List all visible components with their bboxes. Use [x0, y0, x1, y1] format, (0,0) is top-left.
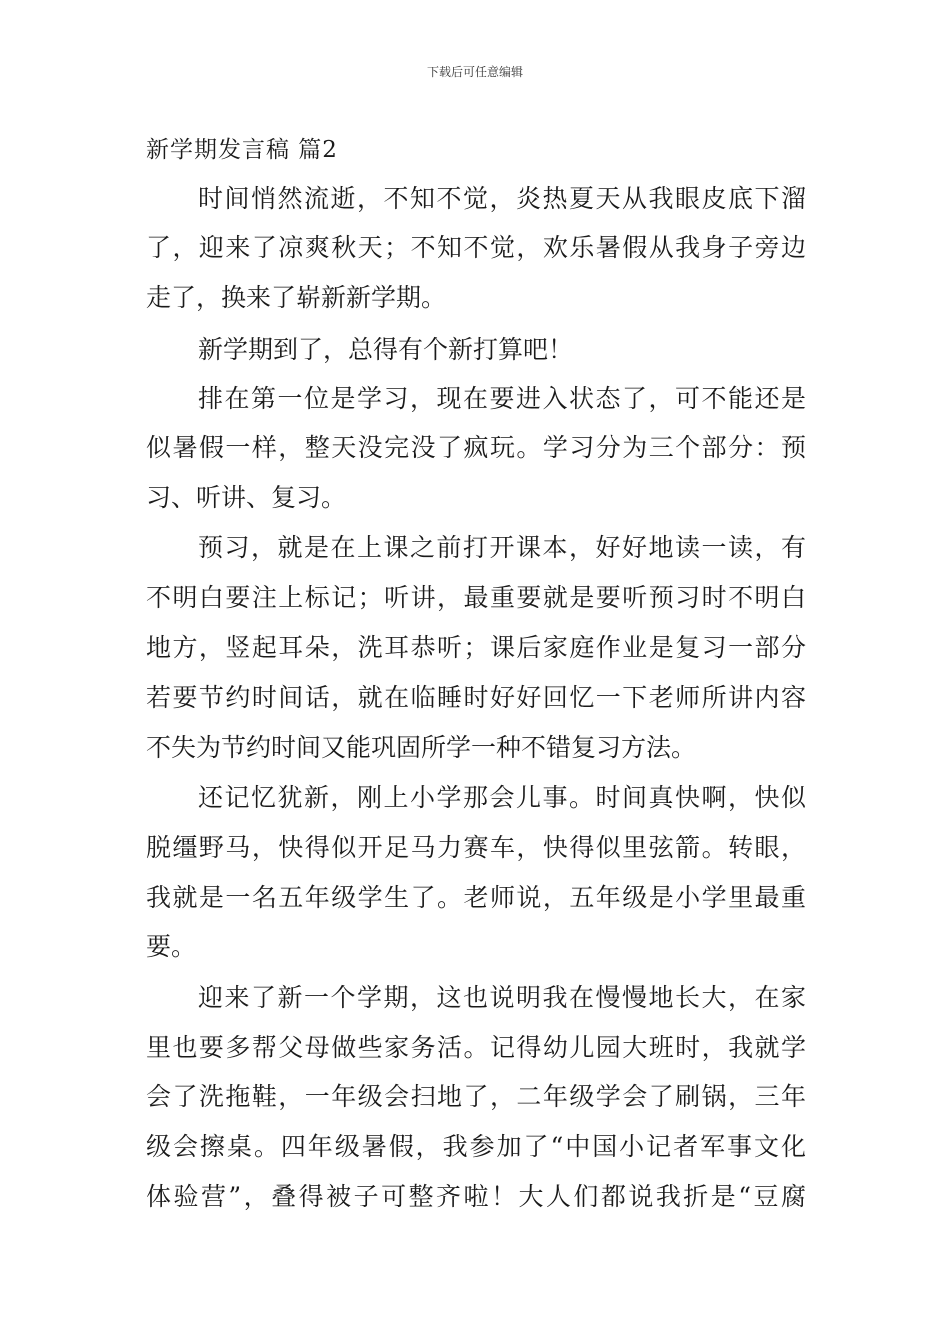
paragraph-line: 迎来了新一个学期，这也说明我在慢慢地长大，在家 — [198, 983, 806, 1012]
paragraph-line: 了，迎来了凉爽秋天；不知不觉，欢乐暑假从我身子旁边 — [146, 233, 806, 262]
paragraph-line: 若要节约时间话，就在临睡时好好回忆一下老师所讲内容 — [146, 683, 806, 712]
paragraph-line: 体验营”，叠得被子可整齐啦！大人们都说我折是“豆腐 — [146, 1182, 806, 1211]
paragraph-line: 预习，就是在上课之前打开课本，好好地读一读，有 — [198, 533, 806, 562]
paragraph-line: 级会擦桌。四年级暑假，我参加了“中国小记者军事文化 — [146, 1132, 806, 1161]
paragraph-line: 不失为节约时间又能巩固所学一种不错复习方法。 — [146, 733, 697, 762]
paragraph-line: 里也要多帮父母做些家务活。记得幼儿园大班时，我就学 — [146, 1033, 806, 1062]
paragraph-line: 地方，竖起耳朵，洗耳恭听；课后家庭作业是复习一部分 — [146, 633, 806, 662]
paragraph-line: 会了洗拖鞋，一年级会扫地了，二年级学会了刷锅，三年 — [146, 1082, 806, 1111]
document-title: 新学期发言稿 篇2 — [146, 137, 338, 163]
paragraph-line: 要。 — [146, 932, 197, 961]
paragraph-line: 不明白要注上标记；听讲，最重要就是要听预习时不明白 — [146, 583, 806, 612]
paragraph-line: 排在第一位是学习，现在要进入状态了，可不能还是 — [198, 384, 806, 413]
paragraph-line: 新学期到了，总得有个新打算吧！ — [198, 335, 574, 364]
paragraph-line: 还记忆犹新，刚上小学那会儿事。时间真快啊，快似 — [198, 783, 806, 812]
paragraph-line: 脱缰野马，快得似开足马力赛车，快得似里弦箭。转眼， — [146, 833, 806, 862]
header-note: 下载后可任意编辑 — [426, 65, 523, 79]
paragraph-line: 时间悄然流逝，不知不觉，炎热夏天从我眼皮底下溜 — [198, 184, 806, 213]
paragraph-line: 走了，换来了崭新新学期。 — [146, 283, 447, 312]
paragraph-line: 似暑假一样，整天没完没了疯玩。学习分为三个部分：预 — [146, 433, 806, 462]
paragraph-line: 我就是一名五年级学生了。老师说，五年级是小学里最重 — [146, 883, 806, 912]
paragraph-line: 习、听讲、复习。 — [146, 483, 347, 512]
